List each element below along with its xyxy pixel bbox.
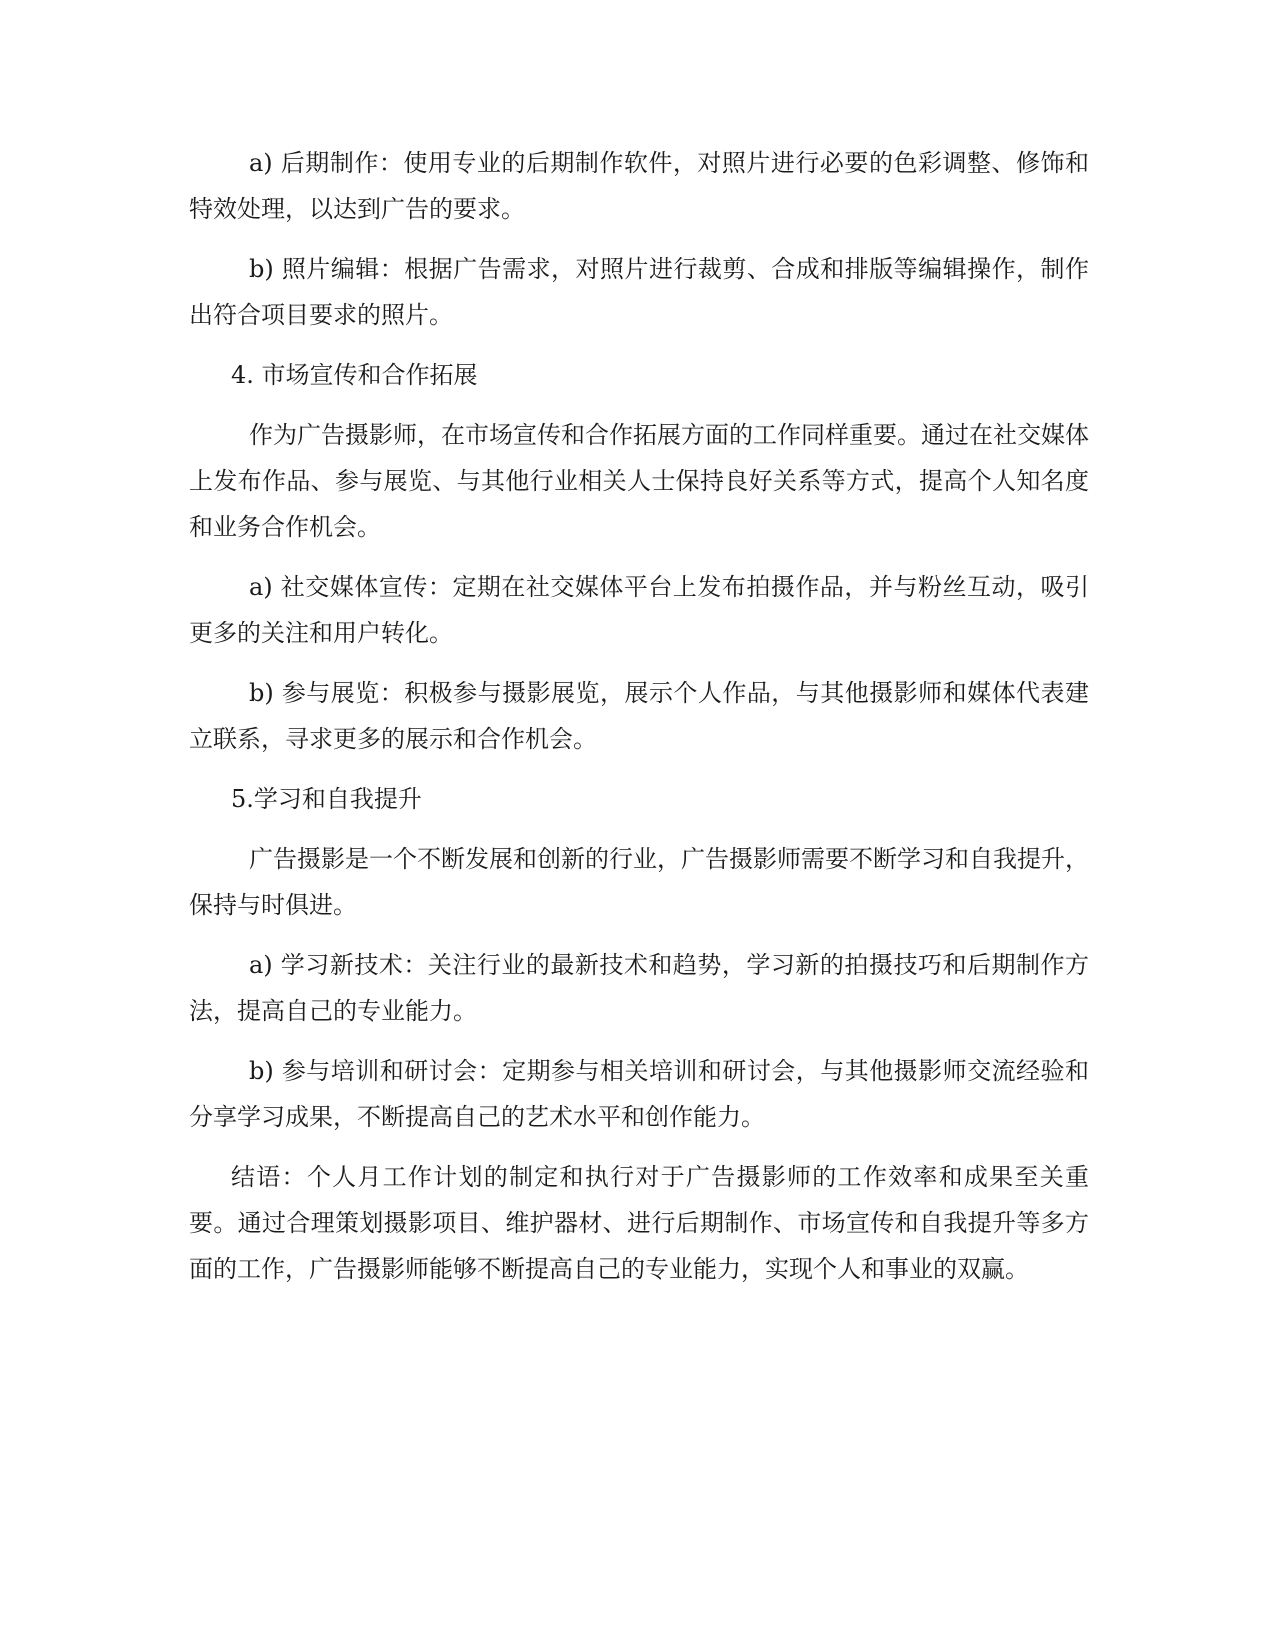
new-tech-paragraph: a) 学习新技术：关注行业的最新技术和趋势，学习新的拍摄技巧和后期制作方法，提高自己的专业能力。 — [189, 951, 1089, 1025]
document-body — [189, 140, 1089, 1306]
exhibitions-paragraph: b) 参与展览：积极参与摄影展览，展示个人作品，与其他摄影师和媒体代表建立联系，寻求更多的展示和合作机会。 — [189, 679, 1089, 753]
section-4-heading: 4. 市场宣传和合作拓展 — [231, 361, 478, 389]
section-5-heading: 5.学习和自我提升 — [231, 785, 422, 813]
section-4-body-paragraph: 作为广告摄影师，在市场宣传和合作拓展方面的工作同样重要。通过在社交媒体上发布作品、参与展览、与其他行业相关人士保持良好关系等方式，提高个人知名度和业务合作机会。 — [189, 421, 1089, 541]
post-production-paragraph: a) 后期制作：使用专业的后期制作软件，对照片进行必要的色彩调整、修饰和特效处理，以达到广告的要求。 — [189, 149, 1089, 223]
training-paragraph: b) 参与培训和研讨会：定期参与相关培训和研讨会，与其他摄影师交流经验和分享学习成果，不断提高自己的艺术水平和创作能力。 — [189, 1057, 1089, 1131]
section-5-body-paragraph: 广告摄影是一个不断发展和创新的行业，广告摄影师需要不断学习和自我提升，保持与时俱进。 — [189, 845, 1089, 919]
social-media-paragraph: a) 社交媒体宣传：定期在社交媒体平台上发布拍摄作品，并与粉丝互动，吸引更多的关注和用户转化。 — [189, 573, 1089, 647]
conclusion-paragraph: 结语：个人月工作计划的制定和执行对于广告摄影师的工作效率和成果至关重要。通过合理策划摄影项目、维护器材、进行后期制作、市场宣传和自我提升等多方面的工作，广告摄影师能够不断提高自己的专业能力，实现个人和事业的双赢。 — [189, 1163, 1089, 1283]
photo-editing-paragraph: b) 照片编辑：根据广告需求，对照片进行裁剪、合成和排版等编辑操作，制作出符合项目要求的照片。 — [189, 255, 1089, 329]
